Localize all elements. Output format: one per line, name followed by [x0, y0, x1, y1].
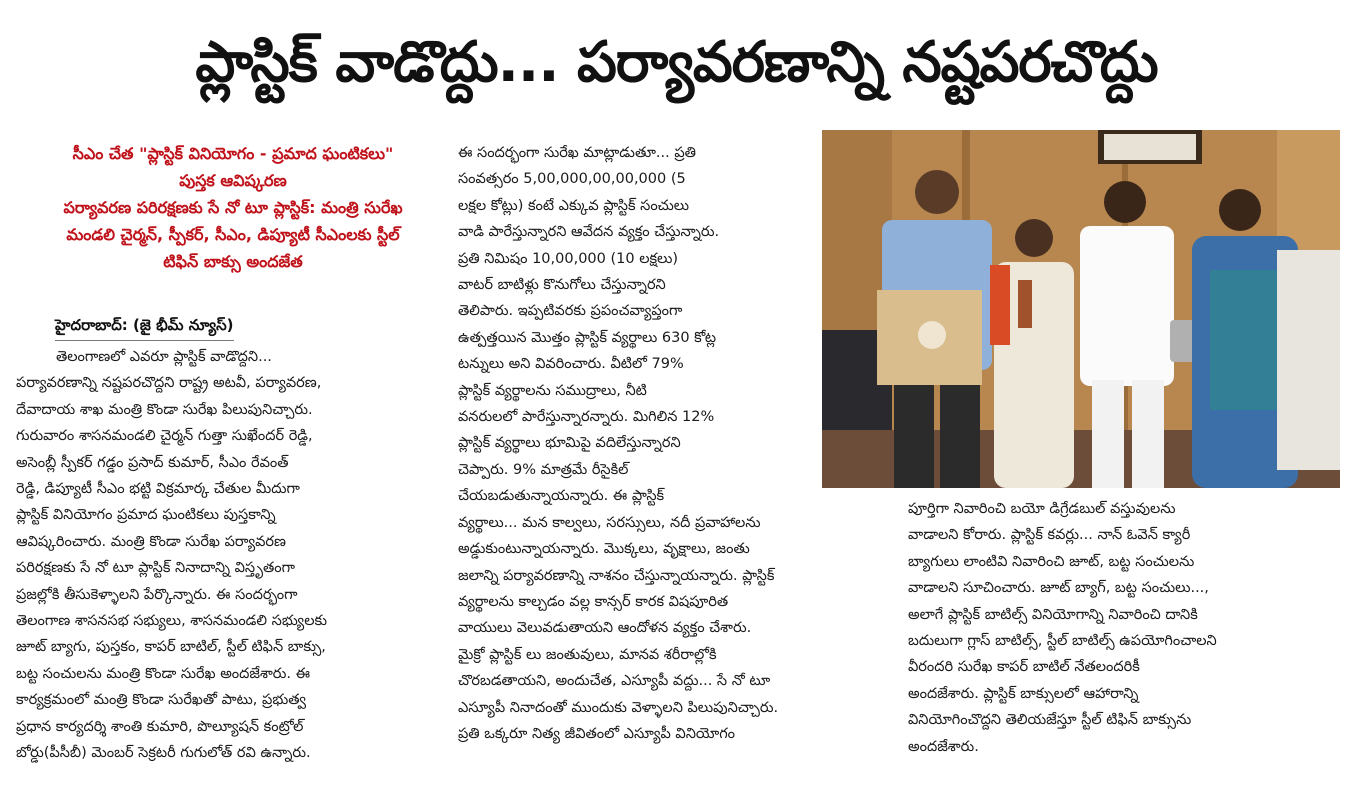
text-line: వాడి పారేస్తున్నారని ఆవేదన వ్యక్తం చేస్తున్నారు.	[458, 224, 720, 241]
subheadings	[28, 140, 438, 275]
subheading-line: పుస్తక ఆవిష్కరణ	[179, 171, 287, 190]
text-line: తెలంగాణలో ఎవరూ ప్లాస్టిక్ వాడొద్దని...	[56, 349, 272, 365]
text-line: వినియోగించొద్దని తెలియజేస్తూ స్టీల్ టిఫిన్ బాక్సును	[908, 712, 1192, 729]
text-line: వాటర్ బాటిళ్లు కొనుగోలు చేస్తున్నారని	[458, 277, 666, 294]
text-line: ఈ సందర్భంగా సురేఖ మాట్లాడుతూ... ప్రతి	[458, 145, 697, 161]
text-line: జలాన్ని పర్యావరణాన్ని నాశనం చేస్తున్నాయన్నారు. ప్లాస్టిక్	[458, 567, 775, 584]
text-line: పూర్తిగా నివారించి బయో డిగ్రేడబుల్ వస్తువులను	[908, 501, 1176, 517]
article-column-3	[908, 496, 1343, 760]
text-line: టన్నులు అని వివరించారు. వీటిలో 79%	[458, 356, 684, 373]
photo-illustration	[822, 130, 1340, 488]
text-line: ఎస్యూపీ నినాదంతో ముందుకు వెళ్ళాలని పిలుపునిచ్చారు.	[458, 699, 779, 716]
text-line: బట్ట సంచులను మంత్రి కొండా సురేఖ అందజేశారు. ఈ	[16, 665, 311, 682]
text-line: అడ్డుకుంటున్నాయన్నారు. మొక్కలు, వృక్షాలు, జంతు	[458, 541, 750, 558]
text-line: వనరులలో పారేస్తున్నారన్నారు. మిగిలిన 12%	[458, 409, 715, 426]
text-line: వాడాలని కోరారు. ప్లాస్టిక్ కవర్లు... నాన్ ఓవెన్ క్యారీ	[908, 527, 1191, 544]
subheading-line: పర్యావరణ పరిరక్షణకు సే నో టూ ప్లాస్టిక్: మంత్రి సురేఖ	[63, 198, 403, 217]
article-column-2	[458, 140, 813, 747]
text-line: పరిరక్షణకు సే నో టూ ప్లాస్టిక్ నినాదాన్ని విస్తృతంగా	[16, 560, 295, 577]
text-line: వీరందరి సురేఖ కాపర్ బాటిల్ నేతలందరికీ	[908, 659, 1140, 676]
text-line: ప్రజల్లోకి తీసుకెళ్ళాలని పేర్కొన్నారు. ఈ సందర్భంగా	[16, 586, 298, 603]
text-line: వ్యర్థాలు... మన కాల్వలు, సరస్సులు, నదీ ప్రవాహాలను	[458, 514, 761, 531]
text-line: జూట్ బ్యాగు, పుస్తకం, కాపర్ బాటిల్, స్టీల్ టిఫిన్ బాక్సు,	[16, 639, 326, 656]
text-line: బదులుగా గ్లాస్ బాటిల్స్, స్టీల్ బాటిల్స్ ఉపయోగించాలని	[908, 633, 1217, 650]
text-line: వాయులు వెలువడుతాయని ఆందోళన వ్యక్తం చేశారు.	[458, 620, 752, 637]
dateline: హైదరాబాద్: (జై భీమ్ న్యూస్)	[55, 316, 234, 341]
text-line: ప్లాస్టిక్ వ్యర్థాలు భూమిపై వదిలేస్తున్నారని	[458, 435, 681, 452]
text-line: కార్యక్రమంలో మంత్రి కొండా సురేఖతో పాటు, ప్రభుత్వ	[16, 692, 307, 709]
text-line: బోర్డు(పీసీబీ) మెంబర్ సెక్రటరీ గుగులోత్ రవి ఉన్నారు.	[16, 745, 311, 762]
text-line: చెప్పారు. 9% మాత్రమే రీసైకిల్	[458, 461, 629, 478]
text-line: వ్యర్థాలను కాల్చడం వల్ల కాన్సర్ కారక విషపూరిత	[458, 593, 729, 610]
text-line: అలాగే ప్లాస్టిక్ బాటిల్స్ వినియోగాన్ని నివారించి దానికి	[908, 606, 1198, 623]
text-line: ఆవిష్కరించారు. మంత్రి కొండా సురేఖ పర్యావరణ	[16, 533, 287, 550]
text-line: తెలంగాణ శాసనసభ సభ్యులు, శాసనమండలి సభ్యులకు	[16, 613, 328, 630]
text-line: తెలిపారు. ఇప్పటివరకు ప్రపంచవ్యాప్తంగా	[458, 303, 683, 320]
headline: ప్లాస్టిక్ వాడొద్దు... పర్యావరణాన్ని నష్టపరచొద్దు	[195, 30, 1158, 95]
text-line: బ్యాగులు లాంటివి నివారించి జూట్, బట్ట సంచులను	[908, 553, 1195, 570]
text-line: మైక్రో ప్లాస్టిక్ లు జంతువులు, మానవ శరీరాల్లోకి	[458, 646, 717, 663]
text-line: గురువారం శాసనమండలి చైర్మన్ గుత్తా సుఖేందర్ రెడ్డి,	[16, 428, 313, 445]
article-column-1	[16, 344, 446, 767]
text-line: సంవత్సరం 5,00,000,00,00,000 (5	[458, 171, 686, 188]
text-line: అసెంబ్లీ స్పీకర్ గడ్డం ప్రసాద్ కుమార్, సీఎం రేవంత్	[16, 454, 289, 471]
text-line: చొరబడతాయని, అందుచేత, ఎస్యూపీ వద్దు... సే నో టూ	[458, 673, 771, 690]
text-line: పర్యావరణాన్ని నష్టపరచొద్దని రాష్ట్ర అటవీ, పర్యావరణ,	[16, 375, 322, 392]
text-line: లక్షల కోట్లు) కంటే ఎక్కువ ప్లాస్టిక్ సంచులు	[458, 197, 690, 214]
subheading-line: టిఫిన్ బాక్సు అందజేత	[163, 252, 303, 271]
text-line: ప్రధాన కార్యదర్శి శాంతి కుమారి, పొల్యూషన్ కంట్రోల్	[16, 718, 304, 735]
text-line: అందజేశారు. ప్లాస్టిక్ బాక్సులలో ఆహారాన్ని	[908, 685, 1139, 702]
text-line: చేయబడుతున్నాయన్నారు. ఈ ప్లాస్టిక్	[458, 488, 665, 505]
text-line: వాడాలని సూచించారు. జూట్ బ్యాగ్, బట్ట సంచులు...,	[908, 580, 1209, 597]
text-line: ఉత్పత్తయిన మొత్తం ప్లాస్టిక్ వ్యర్థాలు 630 కోట్ల	[458, 329, 717, 346]
text-line: రెడ్డి, డిప్యూటీ సీఎం భట్టి విక్రమార్క చేతుల మీదుగా	[16, 481, 300, 498]
text-line: ప్లాస్టిక్ వినియోగం ప్రమాద ఘంటికలు పుస్తకాన్ని	[16, 507, 276, 524]
text-line: ప్లాస్టిక్ వ్యర్థాలను సముద్రాలు, నీటి	[458, 382, 647, 399]
text-line: ప్రతి ఒక్కరూ నిత్య జీవితంలో ఎస్యూపీ వినియోగం	[458, 725, 736, 742]
subheading-line: మండలి చైర్మన్, స్పీకర్, సీఎం, డిప్యూటీ సీఎంలకు స్టీల్	[66, 225, 400, 244]
text-line: అందజేశారు.	[908, 738, 979, 755]
text-line: ప్రతి నిమిషం 10,00,000 (10 లక్షలు)	[458, 250, 679, 267]
subheading-line: సీఎం చేత "ప్లాస్టిక్ వినియోగం - ప్రమాద ఘంటికలు"	[72, 144, 394, 163]
text-line: దేవాదాయ శాఖ మంత్రి కొండా సురేఖ పిలుపునిచ్చారు.	[16, 401, 313, 418]
news-photo	[822, 130, 1340, 488]
